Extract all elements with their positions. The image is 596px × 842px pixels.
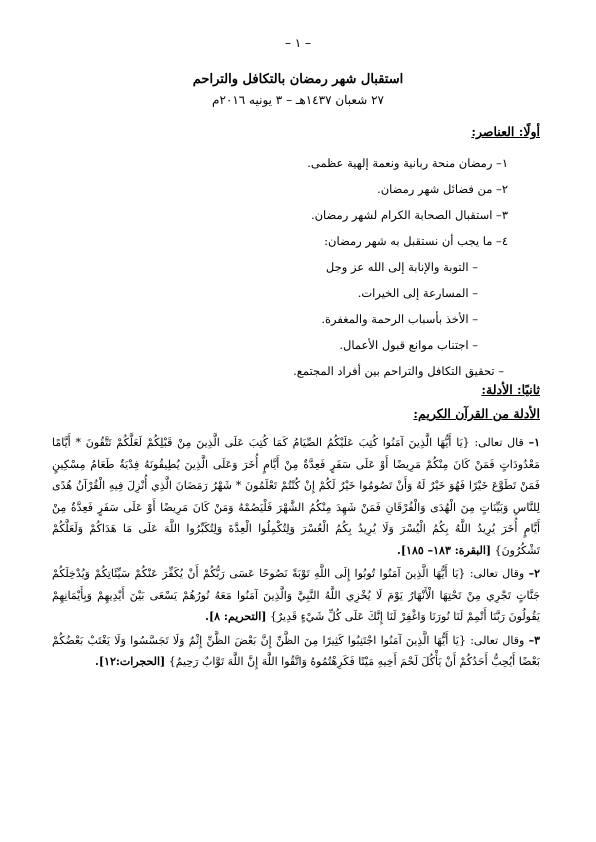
list-item: ٣– استقبال الصحابة الكرام لشهر رمضان. [310, 208, 508, 222]
verse-number: ١– [528, 436, 541, 449]
verse-item [52, 432, 540, 561]
page-title: استقبال شهر رمضان بالتكافل والتراحم [192, 72, 404, 87]
list-subitem: – اجتناب موانع قبول الأعمال. [339, 338, 478, 352]
verse-number: ٢– [528, 567, 540, 580]
evidence-heading: ثانيًا: الأدلة: [481, 382, 540, 397]
verse-text: وقال تعالى: {يَا أَيُّهَا الَّذِينَ آمَنُوا تُوبُوا إِلَى اللَّهِ تَوْبَةً نَصُوحًا عَسَى رَبُّكُمْ أَنْ يُكَفِّرَ عَنْكُمْ سَيِّئَاتِكُمْ وَيُدْخِلَكُمْ جَنَّاتٍ تَجْرِي مِنْ تَحْتِهَا الْأَنْهَارُ يَوْمَ لَا يُخْزِي اللَّهُ النَّبِيَّ وَالَّذِينَ آمَنُوا مَعَهُ نُورُهُمْ يَسْعَى بَيْنَ أَيْدِيهِمْ وَبِأَيْمَانِهِمْ يَقُولُونَ رَبَّنَا أَتْمِمْ لَنَا نُورَنَا وَاغْفِرْ لَنَا إِنَّكَ عَلَى كُلِّ شَيْءٍ قَدِيرٌ} [52, 567, 540, 623]
list-subitem: – الأخذ بأسباب الرحمة والمغفرة. [321, 312, 478, 326]
list-subitem: – تحقيق التكافل والتراحم بين أفراد المجتمع. [293, 364, 504, 378]
verse-item [52, 563, 540, 628]
elements-list [88, 150, 508, 384]
list-item: ٤– ما يجب أن نستقبل به شهر رمضان: [324, 234, 508, 248]
elements-heading: أولًا: العناصر: [471, 124, 540, 139]
list-subitem: – التوبة والإنابة إلى الله عز وجل [325, 260, 478, 274]
page-number: – ١ – [284, 36, 312, 50]
list-item: ٢– من فضائل شهر رمضان. [377, 182, 508, 196]
list-item: ١– رمضان منحة ربانية ونعمة إلهية عظمى. [307, 156, 508, 170]
verse-text: وقال تعالى: {يَا أَيُّهَا الَّذِينَ آمَنُوا اجْتَنِبُوا كَثِيرًا مِنَ الظَّنِّ إِنَّ بَعْضَ الظَّنِّ إِثْمٌ وَلَا تَجَسَّسُوا وَلَا يَغْتَبْ بَعْضُكُمْ بَعْضًا أَيُحِبُّ أَحَدُكُمْ أَنْ يَأْكُلَ لَحْمَ أَخِيهِ مَيْتًا فَكَرِهْتُمُوهُ وَاتَّقُوا اللَّهَ إِنَّ اللَّهَ تَوَّابٌ رَحِيمٌ} [52, 633, 540, 668]
verse-number: ٣– [528, 633, 540, 647]
verse-text: قال تعالى: {يَا أَيُّهَا الَّذِينَ آمَنُوا كُتِبَ عَلَيْكُمُ الصِّيَامُ كَمَا كُتِبَ عَلَى الَّذِينَ مِنْ قَبْلِكُمْ لَعَلَّكُمْ تَتَّقُونَ * أَيَّامًا مَعْدُودَاتٍ فَمَنْ كَانَ مِنْكُمْ مَرِيضًا أَوْ عَلَى سَفَرٍ فَعِدَّةٌ مِنْ أَيَّامٍ أُخَرَ وَعَلَى الَّذِينَ يُطِيقُونَهُ فِدْيَةٌ طَعَامُ مِسْكِينٍ فَمَنْ تَطَوَّعَ خَيْرًا فَهُوَ خَيْرٌ لَهُ وَأَنْ تَصُومُوا خَيْرٌ لَكُمْ إِنْ كُنْتُمْ تَعْلَمُونَ * شَهْرُ رَمَضَانَ الَّذِي أُنْزِلَ فِيهِ الْقُرْآنُ هُدًى لِلنَّاسِ وَبَيِّنَاتٍ مِنَ الْهُدَى وَالْفُرْقَانِ فَمَنْ شَهِدَ مِنْكُمُ الشَّهْرَ فَلْيَصُمْهُ وَمَنْ كَانَ مَرِيضًا أَوْ عَلَى سَفَرٍ فَعِدَّةٌ مِنْ أَيَّامٍ أُخَرَ يُرِيدُ اللَّهُ بِكُمُ الْيُسْرَ وَلَا يُرِيدُ بِكُمُ الْعُسْرَ وَلِتُكْمِلُوا الْعِدَّةَ وَلِتُكَبِّرُوا اللَّهَ عَلَى مَا هَدَاكُمْ وَلَعَلَّكُمْ تَشْكُرُونَ} [52, 436, 540, 557]
quran-evidence-subheading: الأدلة من القرآن الكريم: [413, 406, 540, 421]
verse-item [52, 630, 540, 673]
verse-reference: [البقرة: ١٨٣– ١٨٥]. [397, 543, 492, 557]
verse-reference: [التحريم: ٨]. [205, 610, 267, 623]
list-subitem: – المسارعة إلى الخيرات. [357, 286, 478, 300]
verses-list [52, 432, 540, 675]
verse-reference: [الحجرات:١٢]. [95, 655, 166, 668]
page-date: ٢٧ شعبان ١٤٣٧هـ – ٣ يونيه ٢٠١٦م [212, 93, 384, 107]
